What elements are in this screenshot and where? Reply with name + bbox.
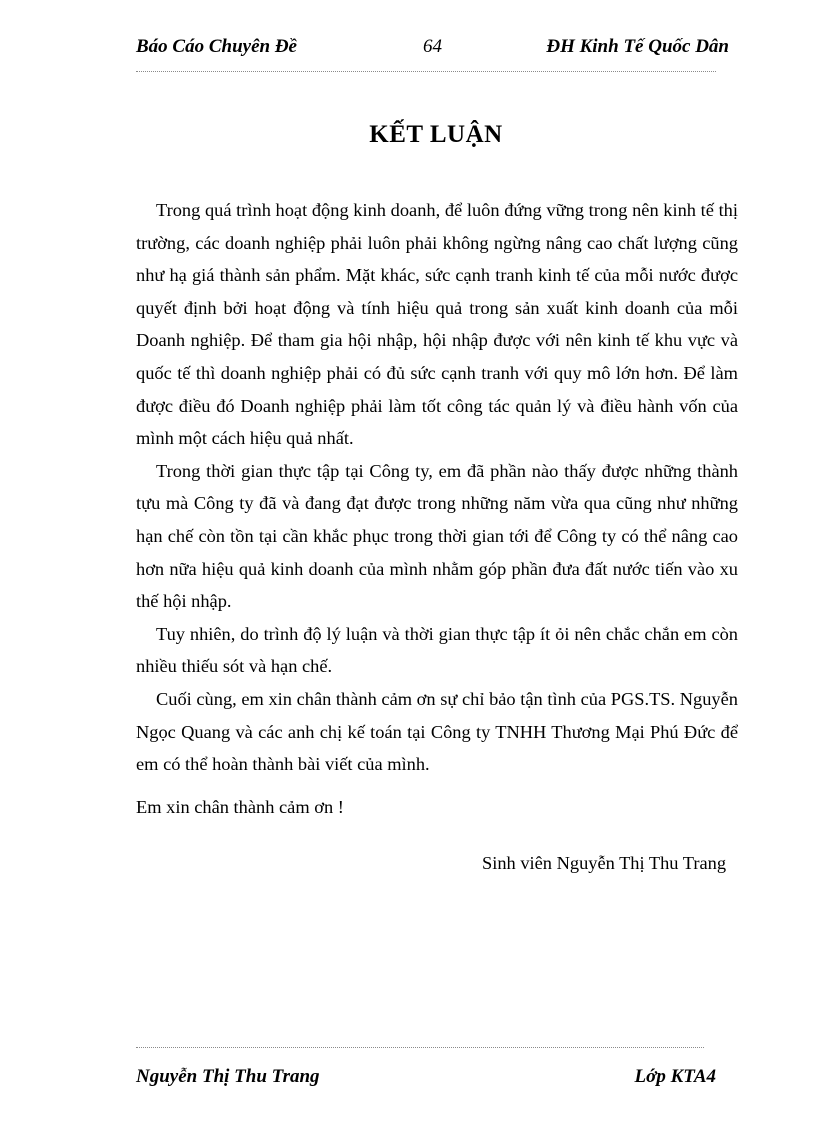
closing-line: Em xin chân thành cảm ơn ! <box>136 797 344 817</box>
body-text <box>136 194 738 781</box>
page-title: KẾT LUẬN <box>369 121 503 148</box>
header-university: ĐH Kinh Tế Quốc Dân <box>546 36 729 57</box>
page-header <box>136 36 729 62</box>
paragraph-3: Tuy nhiên, do trình độ lý luận và thời gian thực tập ít ỏi nên chắc chắn em còn nhiều thiếu sót và hạn chế. <box>136 623 738 677</box>
footer-divider <box>136 1047 704 1048</box>
paragraph-4: Cuối cùng, em xin chân thành cảm ơn sự chỉ bảo tận tình của PGS.TS. Nguyễn Ngọc Quang và các anh chị kế toán tại Công ty TNHH Thương Mại Phú Đức để em có thể hoàn thành bài viết của mình. <box>136 688 738 775</box>
paragraph-1: Trong quá trình hoạt động kinh doanh, để luôn đứng vững trong nên kinh tế thị trường, các doanh nghiệp phải luôn phải không ngừng nâng cao chất lượng cũng như hạ giá thành sản phẩm. Mặt khác, sức cạnh tranh kinh tế của mỗi nước được quyết định bởi hoạt động và tính hiệu quả trong sản xuất kinh doanh của mỗi Doanh nghiệp. Để tham gia hội nhập, hội nhập được với nên kinh tế khu vực và quốc tế thì doanh nghiệp phải có đủ sức cạnh tranh với quy mô lớn hơn. Để làm được điều đó Doanh nghiệp phải làm tốt công tác quản lý và điều hành vốn của mình một cách hiệu quả nhất. <box>136 200 738 449</box>
signature-line: Sinh viên Nguyễn Thị Thu Trang <box>482 853 727 873</box>
footer-class: Lớp KTA4 <box>634 1066 716 1087</box>
page-number: 64 <box>423 36 442 57</box>
footer-author: Nguyễn Thị Thu Trang <box>136 1066 320 1087</box>
page-footer <box>136 1066 716 1092</box>
paragraph-2: Trong thời gian thực tập tại Công ty, em đã phần nào thấy được những thành tựu mà Công ty đã và đang đạt được trong những năm vừa qua cũng như những hạn chế còn tồn tại cần khắc phục trong thời gian tới để Công ty có thể nâng cao hơn nữa hiệu quả kinh doanh của mình nhằm góp phần đưa đất nước tiến vào xu thế hội nhập. <box>136 460 738 612</box>
header-report-title: Báo Cáo Chuyên Đề <box>136 36 297 57</box>
header-divider <box>136 71 716 72</box>
